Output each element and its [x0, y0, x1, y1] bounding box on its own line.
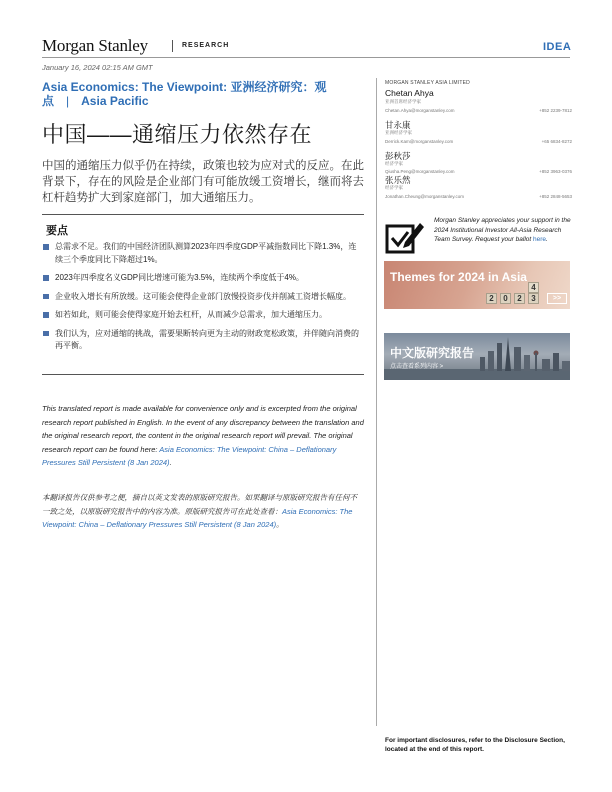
year-block: 2	[486, 293, 497, 304]
original-report-link-en[interactable]: Asia Economics: The Viewpoint: China – Deflationary Pressures Still Persistent (8 Jan 2024)	[42, 444, 337, 467]
analyst-email[interactable]: Qiusha.Peng@morganstanley.com	[385, 169, 455, 174]
key-point-item	[42, 309, 364, 322]
header-rule	[42, 57, 570, 58]
bullet-square-icon	[43, 275, 49, 281]
key-point-item	[42, 272, 364, 285]
entity-name: MORGAN STANLEY ASIA LIMITED	[385, 80, 470, 86]
themes-banner-title: Themes for 2024 in Asia	[390, 270, 527, 284]
key-point-item	[42, 328, 364, 353]
analyst-role: 亚洲经济学家	[385, 130, 412, 135]
sidebar-divider	[376, 78, 377, 726]
disclaimer-en-end: .	[169, 458, 172, 467]
analyst-phone: +852 2848-5653	[539, 194, 572, 199]
ballot-pen-icon	[385, 218, 425, 256]
idea-badge: IDEA	[543, 41, 572, 53]
bullet-square-icon	[43, 244, 49, 250]
survey-end: .	[546, 236, 548, 243]
analyst-entry	[385, 150, 572, 174]
analyst-role: 经济学家	[385, 185, 403, 190]
analyst-name: 甘永康	[385, 120, 411, 130]
report-summary: 中国的通缩压力似乎仍在持续，政策也较为应对式的反应。在此背景下，存在的风险是企业部门有可能放缓工资增长，继而将去杠杆趋势扩大到家庭部门，加大通缩压力。	[42, 160, 364, 204]
year-block: 4	[528, 282, 539, 293]
analyst-role: 经济学家	[385, 161, 403, 166]
logo-divider	[172, 40, 173, 52]
analyst-email[interactable]: Chetan.Ahya@morganstanley.com	[385, 108, 455, 113]
key-points-bottom-rule	[42, 374, 364, 375]
morgan-stanley-logo: Morgan Stanley	[42, 36, 148, 55]
year-block: 2	[514, 293, 525, 304]
analyst-list	[385, 88, 572, 205]
analyst-entry	[385, 119, 572, 150]
key-points-heading: 要点	[46, 225, 68, 237]
translation-disclaimer-zh	[42, 491, 364, 532]
analyst-name: 彭秋莎	[385, 151, 411, 161]
survey-note	[434, 216, 574, 245]
disclaimer-zh-end: 。	[276, 520, 284, 529]
disclaimer-en-text: This translated report is made available for convenience only and is excerpted from the original research report published in English. In the event of any discrepancy between the translation and the original research report, the content in the original research report will prevail. The original research report can be found here:	[42, 404, 364, 454]
translation-disclaimer-en	[42, 402, 364, 470]
key-point-text: 如若如此，则可能会使得家庭开始去杠杆，从而减少总需求，加大通缩压力。	[55, 310, 327, 319]
key-point-text: 我们认为，应对通缩的挑战，需要果断转向更为主动的财政宽松政策，并伴随向消费的再平衡。	[55, 328, 359, 350]
key-point-text: 2023年四季度名义GDP同比增速可能为3.5%，连续两个季度低于4%。	[55, 273, 304, 282]
disclaimer-zh-text: 本翻译报告仅供参考之便，摘自以英文发表的原版研究报告。如果翻译与原版研究报告有任何不一致之处，以原版研究报告中的内容为准。原版研究报告可在此处查看：	[42, 493, 357, 516]
ballot-link[interactable]: here	[533, 236, 547, 243]
analyst-entry	[385, 88, 572, 119]
analyst-phone: +65 6834-8272	[541, 139, 572, 144]
chinese-banner-title: 中文版研究报告	[390, 346, 475, 360]
key-point-text: 企业收入增长有所放缓。这可能会使得企业部门放慢投资步伐并削减工资增长幅度。	[55, 291, 351, 301]
series-region[interactable]: Asia Pacific	[81, 94, 149, 108]
key-point-item	[42, 291, 364, 304]
bullet-square-icon	[43, 294, 49, 300]
analyst-email[interactable]: Derrick.Kam@morganstanley.com	[385, 139, 454, 144]
report-title: 中国——通缩压力依然存在	[42, 122, 313, 147]
disclosure-note: For important disclosures, refer to the Disclosure Section, located at the end of this report.	[385, 737, 565, 753]
key-point-text: 总需求不足。我们的中国经济团队测算2023年四季度GDP平减指数同比下降1.3%，连续三个季度同比下降超过1%。	[55, 242, 357, 264]
chevron-right-icon: >>	[547, 293, 567, 304]
key-points-top-rule	[42, 214, 364, 215]
survey-text: Morgan Stanley appreciates your support in the 2024 Institutional Investor All-Asia Research Team Survey. Request your ballot	[434, 217, 571, 243]
analyst-email[interactable]: Jonathan.Cheung@morganstanley.com	[385, 194, 465, 199]
key-point-item	[42, 241, 364, 266]
year-block: 3	[528, 293, 539, 304]
chinese-reports-banner[interactable]	[384, 333, 570, 380]
section-label: RESEARCH	[182, 42, 230, 49]
analyst-phone: +852 3963-0376	[539, 169, 572, 174]
chinese-banner-subtitle: 点击查看系列内容 >	[390, 364, 444, 370]
publish-date: January 16, 2024 02:15 AM GMT	[42, 63, 153, 72]
original-report-link-zh[interactable]: Asia Economics: The Viewpoint: China – Deflationary Pressures Still Persistent (8 Jan 2024)	[42, 506, 353, 529]
key-points-list	[42, 241, 364, 359]
analyst-role: 亚洲首席经济学家	[385, 99, 421, 104]
series-separator: |	[66, 94, 70, 108]
bullet-square-icon	[43, 312, 49, 318]
analyst-name: Chetan Ahya	[385, 88, 434, 98]
year-block: 0	[500, 293, 511, 304]
analyst-entry	[385, 174, 572, 205]
analyst-phone: +852 2239-7812	[539, 108, 572, 113]
series-title	[42, 80, 362, 108]
bullet-square-icon	[43, 331, 49, 337]
themes-2024-banner[interactable]	[384, 261, 570, 309]
series-name[interactable]: Asia Economics: The Viewpoint: 亚洲经济研究：观点	[42, 80, 327, 108]
analyst-name: 张乐然	[385, 175, 411, 185]
